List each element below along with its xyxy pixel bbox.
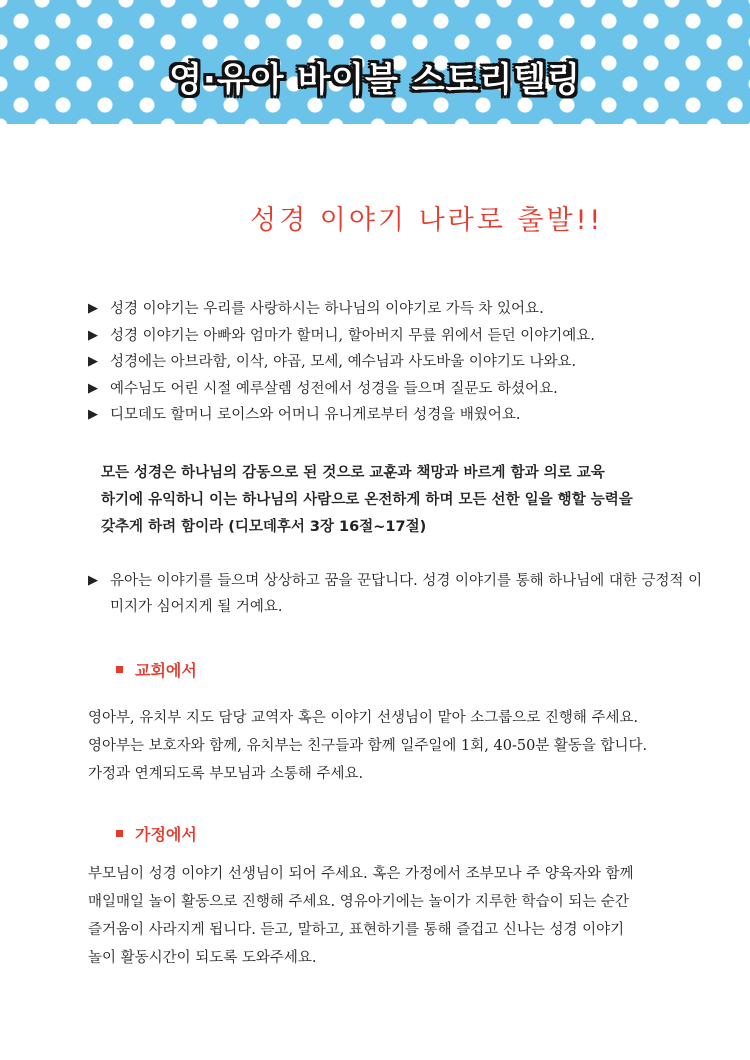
page-title: 영·유아 바이블 스토리텔링 <box>169 60 581 100</box>
header-banner <box>0 0 750 124</box>
triangle-bullet-icon: ▶ <box>88 301 98 316</box>
quote-line: 갖추게 하려 함이라 (디모데후서 3장 16절~17절) <box>101 519 427 535</box>
triangle-bullet-icon: ▶ <box>88 327 98 343</box>
home-paragraph <box>88 860 678 972</box>
triangle-bullet-icon: ▶ <box>88 354 98 369</box>
quote-line: 모든 성경은 하나님의 감동으로 된 것으로 교훈과 책망과 바르게 함과 의로 교육 <box>101 465 605 481</box>
section-heading-home: 가정에서 <box>116 822 197 845</box>
scripture-quote <box>101 460 701 541</box>
list-item: ▶ 예수님도 어린 시절 예루살렘 성전에서 성경을 들으며 질문도 하셨어요. <box>88 376 688 403</box>
paragraph-line: 부모님이 성경 이야기 선생님이 되어 주세요. 혹은 가정에서 조부모나 주 양육자와 함께 <box>88 866 634 882</box>
triangle-bullet-icon: ▶ <box>88 407 98 422</box>
list-item: ▶ 성경 이야기는 우리를 사랑하시는 하나님의 이야기로 가득 차 있어요. <box>88 296 688 323</box>
intro-bullet-list <box>88 296 688 429</box>
square-bullet-icon <box>116 666 123 673</box>
paragraph-line: 매일매일 놀이 활동으로 진행해 주세요. 영유아기에는 놀이가 지루한 학습이 되는 순간 <box>88 894 629 910</box>
paragraph-line: 가정과 연계되도록 부모님과 소통해 주세요. <box>88 766 364 782</box>
note-text: 유아는 이야기를 들으며 상상하고 꿈을 꾼답니다. 성경 이야기를 통해 하나님에 대한 긍정적 이미지가 심어지게 될 거예요. <box>110 573 703 615</box>
triangle-bullet-icon: ▶ <box>88 573 98 588</box>
subtitle: 성경 이야기 나라로 출발!! <box>250 205 604 236</box>
list-item: ▶ 성경에는 아브라함, 이삭, 야곱, 모세, 예수님과 사도바울 이야기도 나와요. <box>88 349 688 376</box>
section-heading-church: 교회에서 <box>116 658 197 681</box>
list-item: ▶ 성경 이야기는 아빠와 엄마가 할머니, 할아버지 무릎 위에서 듣던 이야기예요. <box>88 323 688 350</box>
paragraph-line: 즐거움이 사라지게 됩니다. 듣고, 말하고, 표현하기를 통해 즐겁고 신나는 성경 이야기 <box>88 922 625 938</box>
paragraph-line: 놀이 활동시간이 되도록 도와주세요. <box>88 950 317 966</box>
church-paragraph <box>88 704 678 788</box>
quote-line: 하기에 유익하니 이는 하나님의 사람으로 온전하게 하며 모든 선한 일을 행할 능력을 <box>101 492 633 508</box>
paragraph-line: 영아부는 보호자와 함께, 유치부는 친구들과 함께 일주일에 1회, 40-50분 활동을 합니다. <box>88 738 648 754</box>
triangle-bullet-icon: ▶ <box>88 380 98 396</box>
list-item: ▶ 디모데도 할머니 로이스와 어머니 유니게로부터 성경을 배웠어요. <box>88 402 688 429</box>
paragraph-line: 영아부, 유치부 지도 담당 교역자 혹은 이야기 선생님이 맡아 소그룹으로 진행해 주세요. <box>88 710 639 726</box>
note-bullet <box>88 568 710 620</box>
square-bullet-icon <box>116 830 123 837</box>
